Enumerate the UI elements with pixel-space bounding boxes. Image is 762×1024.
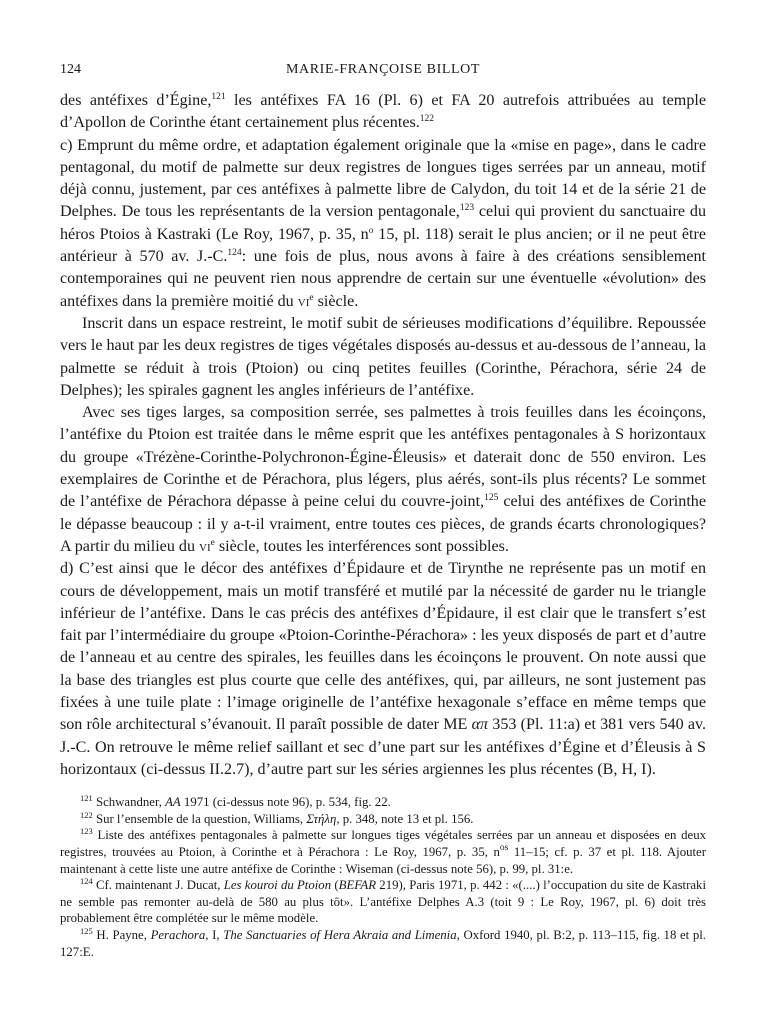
text-run: Avec ses tiges larges, sa composition serrée, ses palmettes à trois feuilles dans les écoinçons, l’antéfixe du Ptoion est traitée dans le même esprit que les antéfixes pentagonales à S horizontaux du groupe «Trézène-Corinthe-Polychronon-Égine-Éleusis» et daterait donc de 550 environ. Les exemplaires de Corinthe et de Pérachora, plus légers, plus aérés, sont-ils plus récents? Le sommet de l’antéfixe de Pérachora dépasse à peine celui du couvre-joint, (60, 404, 706, 511)
footnote (60, 811, 706, 828)
text-run: siècle. (313, 292, 359, 310)
footnote-number: 122 (80, 809, 93, 820)
text-run: siècle, toutes les interférences sont possibles. (214, 537, 509, 555)
footnote (60, 927, 706, 960)
text-run: Inscrit dans un espace restreint, le motif subit de sérieuses modifications d’équilibre. Repoussée vers le haut par les deux registres de tiges végétales disposés au-dessus et au-dessous de l’anneau, la palmette se réduit à trois (Ptoion) ou cinq petites feuilles (Corinthe, Pérachora, série 24 de Delphes); les spirales gagnent les angles inférieurs de l’antéfixe. (60, 314, 706, 399)
italic-text: AA (165, 795, 181, 810)
text-run: 219), Paris 1971, p. 442 : «(....) l’occupation du site de Kastraki ne semble pas remonter au-delà de 580 au plus tôt». L’antéfixe Delphes A.3 (toit 9 : Le Roy, 1967, pl. 6) doit très probablement être complétée sur le même modèle. (60, 878, 707, 926)
italic-text: Les kouroi du Ptoion (223, 878, 332, 893)
text-run: , I, (205, 927, 224, 942)
superscript: os (499, 842, 509, 853)
text-run: H. Payne, (92, 927, 151, 942)
superscript: 125 (484, 493, 499, 504)
text-run: Liste des antéfixes pentagonales à palmette sur longues tiges végétales serrées par un anneau et disposées en deux registres, trouvées au Ptoion, à Corinthe et à Pérachora : Le Roy, 1967, p. 35, n (60, 828, 706, 859)
page-header (60, 58, 706, 90)
footnote (60, 827, 706, 877)
page (60, 58, 706, 960)
italic-text: Στήλη (306, 811, 337, 826)
text-run: Sur l’ensemble de la question, Williams, (92, 811, 307, 826)
footnote (60, 877, 706, 927)
superscript: e (210, 537, 215, 548)
footnote-number: 125 (80, 925, 93, 936)
italic-text: The Sanctuaries of Hera Akraia and Limenia (223, 927, 457, 942)
italic-text: Perachora (150, 927, 206, 942)
small-caps-text: vi (199, 537, 211, 555)
paragraph (60, 558, 706, 781)
text-run: Cf. maintenant J. Ducat, (92, 878, 224, 893)
superscript: 121 (211, 92, 226, 102)
paragraph (60, 135, 706, 313)
running-title: MARIE-FRANÇOISE BILLOT (285, 62, 481, 77)
italic-text: BEFAR (338, 878, 377, 893)
footnote-number: 123 (80, 826, 93, 837)
superscript: 124 (227, 248, 242, 259)
footnote (60, 794, 706, 811)
text-run: des antéfixes d’Égine, (60, 92, 212, 109)
text-run: , p. 348, note 13 et pl. 156. (336, 811, 474, 826)
text-run: 15, pl. 118) serait le plus ancien; or il ne peut être antérieur à 570 av. J.-C. (60, 225, 706, 266)
text-run: : une fois de plus, nous avons à faire à des créations sensiblement contemporaines qui ne peuvent rien nous apprendre de certain sur une éventuelle «évolution» des antéfixes dans la première moitié du (60, 248, 706, 310)
paragraph (60, 402, 706, 558)
paragraph (60, 90, 706, 135)
superscript: e (309, 292, 314, 303)
text-run: , Oxford 1940, pl. B:2, p. 113–115, fig. 18 et pl. 127:E. (60, 927, 706, 959)
footnotes (60, 794, 706, 960)
small-caps-text: vi (297, 292, 310, 310)
text-run: c) Emprunt du même ordre, et adaptation également originale que la «mise en page», dans le cadre pentagonal, du motif de palmette sur deux registres de longues tiges serrées par un anneau, motif déjà connu, justement, par ces antéfixes à palmette libre de Calydon, du toit 14 et de la série 21 de Delphes. De tous les représentants de la version pentagonale, (60, 136, 706, 221)
superscript: 122 (419, 114, 435, 125)
footnote-number: 121 (80, 793, 93, 804)
text-run: 11–15; cf. p. 37 et pl. 118. Ajouter maintenant à cette liste une autre antéfixe de Corinthe : Wiseman (ci-dessus note 56), p. 99, pl. 31:e. (60, 844, 706, 876)
superscript: 123 (459, 203, 475, 214)
text-run: les antéfixes FA 16 (Pl. 6) et FA 20 autrefois attribuées au temple d’Apollon de Corinthe étant certainement plus récentes. (60, 92, 706, 132)
text-run: d) C’est ainsi que le décor des antéfixes d’Épidaure et de Tirynthe ne représente pas un motif en cours de développement, mais un motif transféré et mutilé par la nécessité de garder nu le triangle inférieur de l’antéfixe. Dans le cas précis des antéfixes d’Épidaure, il est clair que le transfert s’est fait par l’intermédiaire du groupe «Ptoion-Corinthe-Pérachora» : les yeux disposés de part et d’autre de l’anneau et au centre des spirales, les feuilles dans les écoinçons le prouvent. On note aussi que la base des triangles est plus courte que celle des antéfixes, qui, par ailleurs, ne sont justement pas fixées à une tuile plate : l’image originelle de l’antéfixe hexagonale s’efface en même temps que son rôle architectural s’évanouit. Il paraît possible de dater ME (60, 560, 706, 734)
paragraph (60, 313, 706, 402)
footnote-number: 124 (80, 876, 93, 887)
text-run: celui qui provient du sanctuaire du héros Ptoios à Kastraki (Le Roy, 1967, p. 35, n (60, 203, 706, 243)
superscript: o (368, 225, 374, 236)
body-text (60, 90, 706, 781)
text-run: 1971 (ci-dessus note 96), p. 534, fig. 22. (180, 795, 391, 810)
text-run: 353 (Pl. 11:a) et 381 vers 540 av. J.-C. On retrouve le même relief saillant et sec d’une part sur les antéfixes d’Égine et d’Éleusis à S horizontaux (ci-dessus II.2.7), d’autre part sur les séries argiennes les plus récentes (B, H, I). (60, 716, 706, 778)
text-run: celui des antéfixes de Corinthe le dépasse beaucoup : il y a-t-il vraiment, entre toutes ces pièces, de grands écarts chronologiques? A partir du milieu du (60, 493, 706, 555)
text-run: ( (331, 878, 339, 893)
page-number: 124 (60, 62, 81, 77)
text-run: Schwandner, (92, 795, 166, 810)
italic-text: απ (471, 716, 489, 734)
